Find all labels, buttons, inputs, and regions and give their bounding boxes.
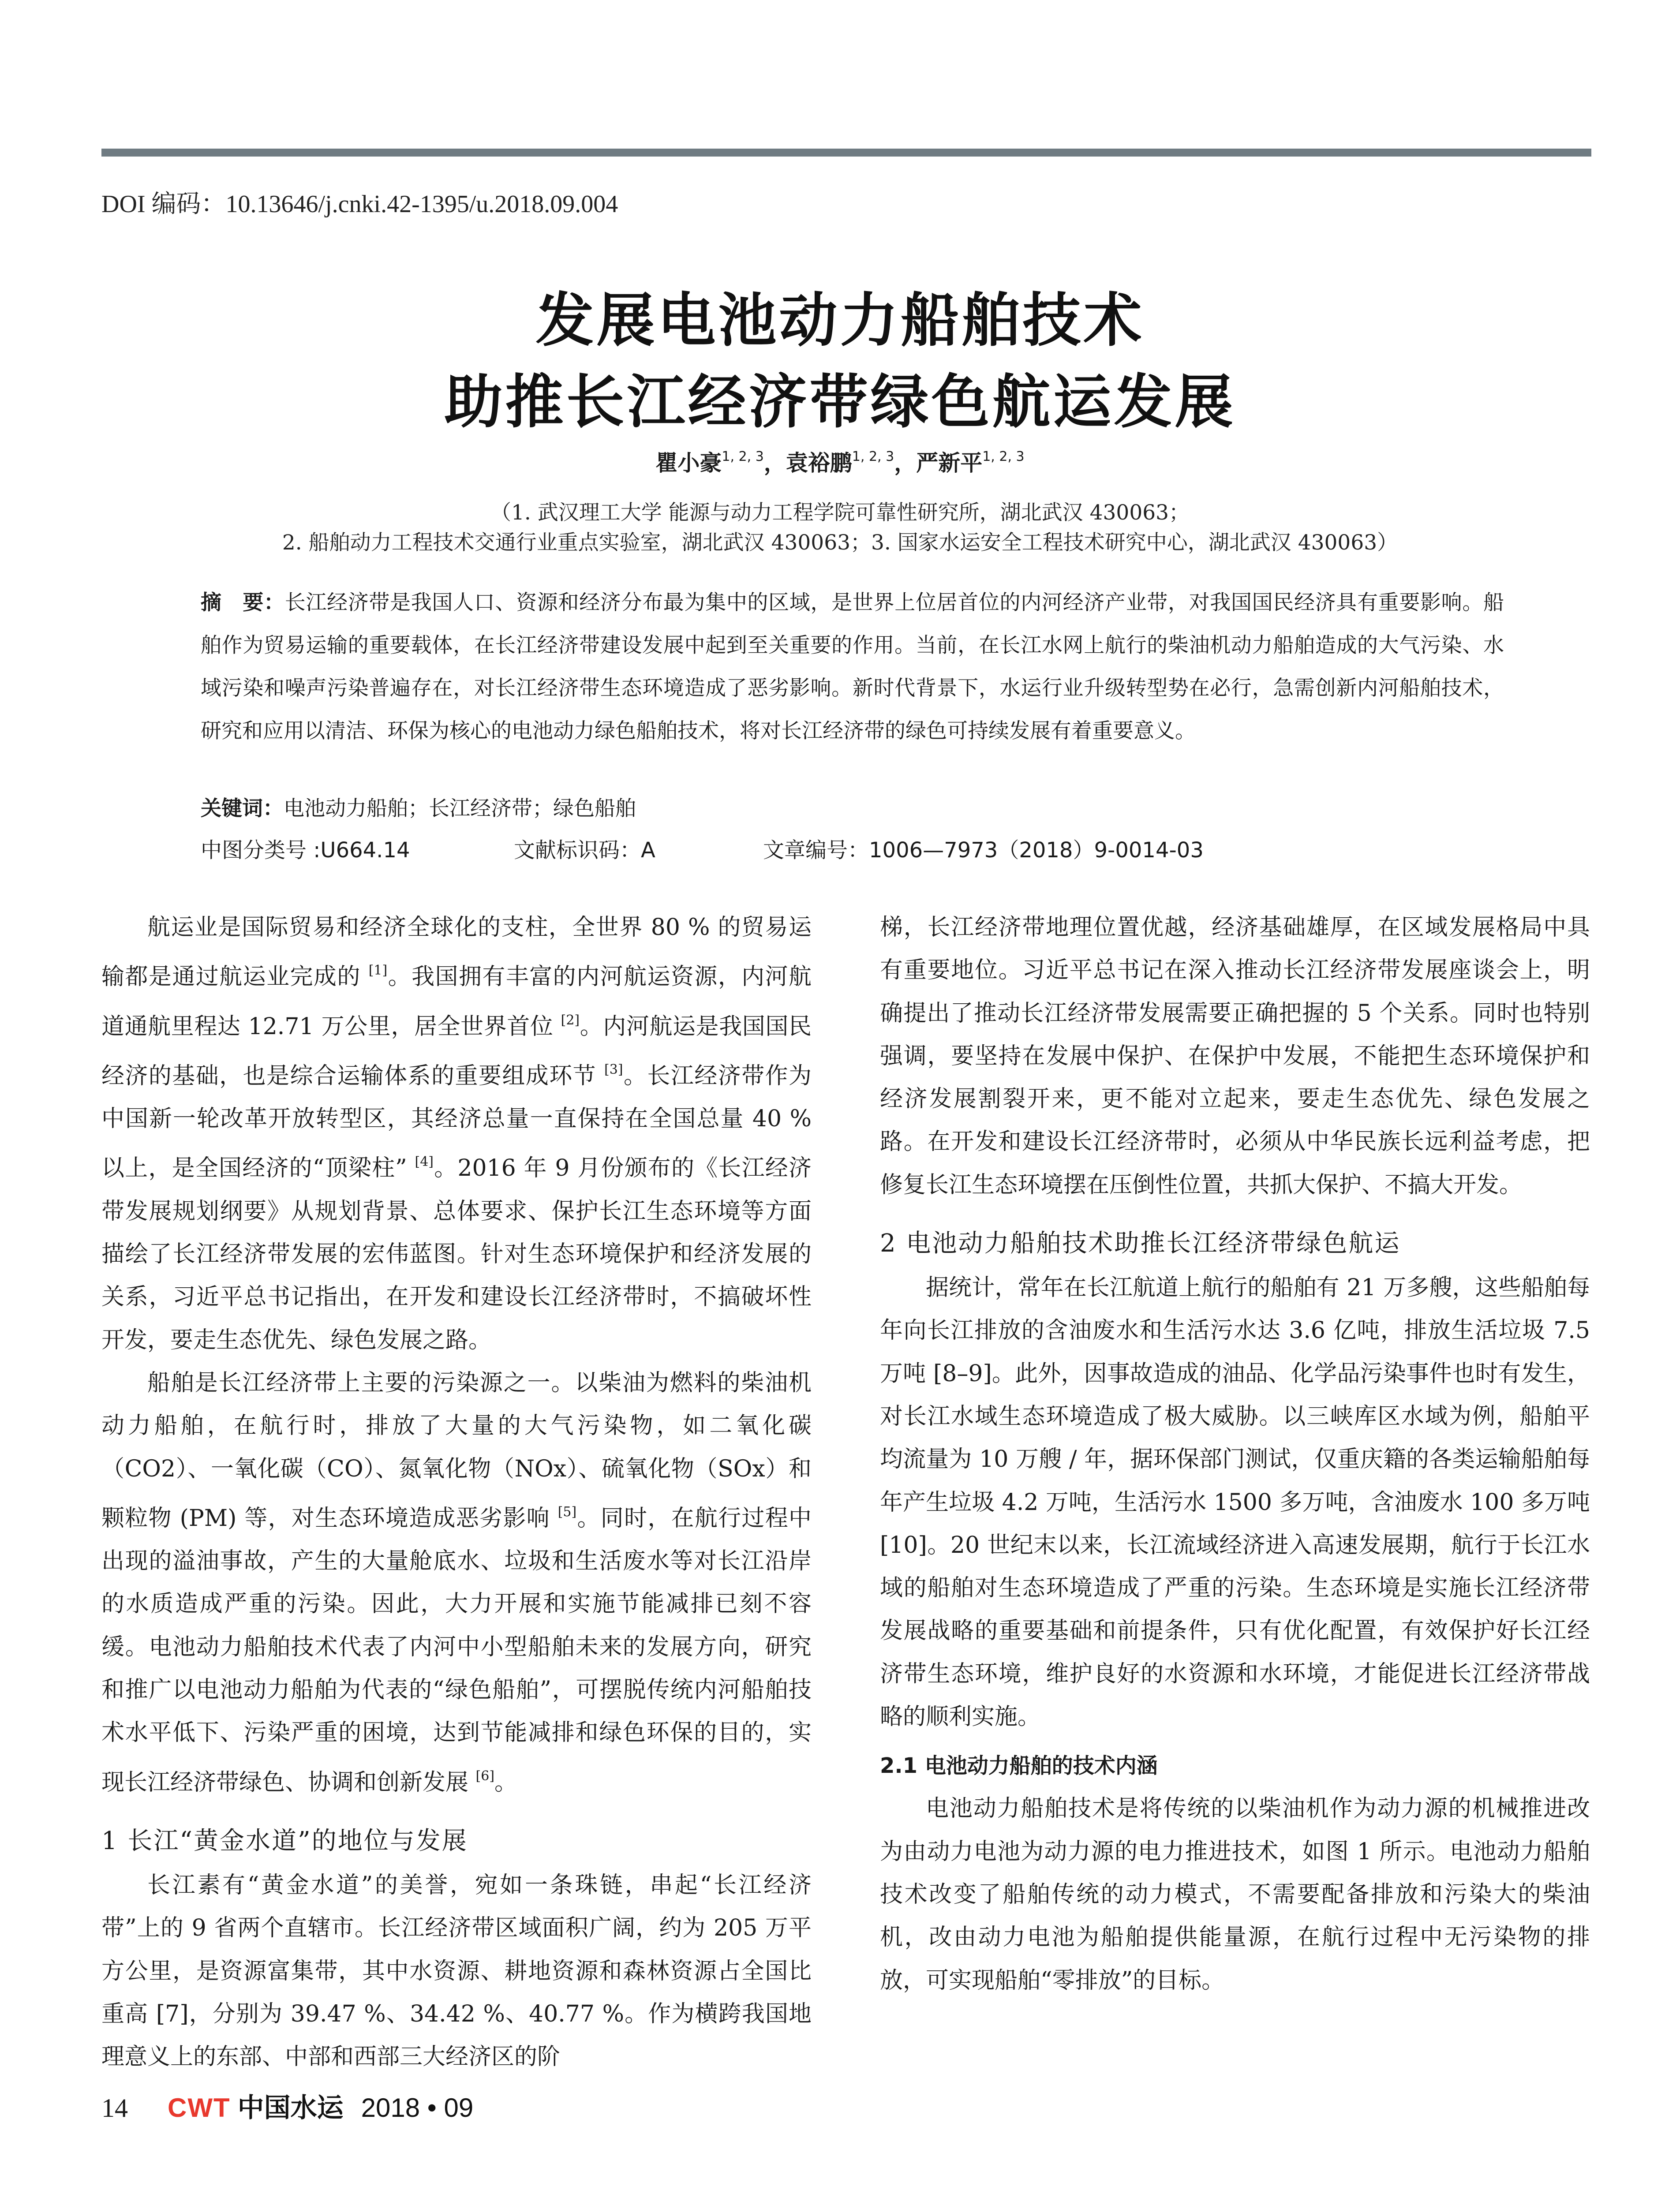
journal-name: 中国水运 [237,2093,344,2123]
paragraph-text: 。同时，在航行过程中出现的溢油事故，产生的大量舱底水、垃圾和生活废水等对长江沿岸的水质造成严重的污染。因此，大力开展和实施节能减排已刻不容缓。电池动力船舶技术代表了内河中小型船舶未来的发展方向，研究和推广以电池动力船舶为代表的“绿色船舶”，可摆脱传统内河船舶技术水平低下、污染严重的困境，达到节能减排和绿色环保的目的，实现长江经济带绿色、协调和创新发展 [101,1505,812,1796]
author-name: 瞿小豪 [655,450,722,476]
author-name: 严新平 [916,450,983,476]
issue-label: 2018 • 09 [361,2093,474,2123]
citation-ref: [4] [415,1154,434,1170]
subsection-heading-2-1: 2.1 电池动力船舶的技术内涵 [880,1753,1158,1779]
abstract-label: 摘 要： [201,590,285,615]
page-number: 14 [101,2093,128,2123]
body-paragraph: 长江素有“黄金水道”的美誉，宛如一条珠链，串起“长江经济带”上的 9 省两个直辖市。长江经济带区域面积广阔，约为 205 万平方公里，是资源富集带，其中水资源、耕地资源和森林资源占全国比重高 [7]，分别为 39.47 %、34.42 %、40.77 %。作为横跨我国地理意义上的东部、中部和西部三大经济区的阶 [101,1872,812,2070]
paragraph-text: 船舶是长江经济带上主要的污染源之一。以柴油为燃料的柴油机动力船舶，在航行时，排放了大量的大气污染物，如二氧化碳（CO2）、一氧化碳（CO）、氮氧化物（NOx）、硫氧化物（SOx）和颗粒物 (PM) 等，对生态环境造成恶劣影响 [101,1369,812,1532]
citation-ref: [3] [604,1061,623,1077]
document-code: 文献标识码：A [514,838,655,863]
author-affiliation-marker: 1, 2, 3 [852,449,894,464]
body-paragraph [101,906,812,1362]
body-column-left [101,906,812,2078]
paragraph-text: 。长江经济带作为中国新一轮改革开放转型区，其经济总量一直保持在全国总量 40 % 以上，是全国经济的“顶梁柱” [101,1062,812,1182]
citation-ref: [1] [368,963,388,979]
affiliation-line2: 2. 船舶动力工程技术交通行业重点实验室，湖北武汉 430063；3. 国家水运安全工程技术研究中心，湖北武汉 430063） [282,531,1398,555]
page-footer [101,2090,473,2126]
abstract-text: 长江经济带是我国人口、资源和经济分布最为集中的区域，是世界上位居首位的内河经济产业带，对我国国民经济具有重要影响。船舶作为贸易运输的重要载体，在长江经济带建设发展中起到至关重要的作用。当前，在长江水网上航行的柴油机动力船舶造成的大气污染、水域污染和噪声污染普遍存在，对长江经济带生态环境造成了恶劣影响。新时代背景下，水运行业升级转型势在必行，急需创新内河船舶技术，研究和应用以清洁、环保为核心的电池动力绿色船舶技术，将对长江经济带的绿色可持续发展有着重要意义。 [201,590,1504,743]
clc-number: 中图分类号 :U664.14 [201,838,410,863]
author-list [0,445,1680,477]
author-separator: ， [763,450,786,476]
journal-logo: CWT [168,2093,231,2123]
body-paragraph-continued: 梯，长江经济带地理位置优越，经济基础雄厚，在区域发展格局中具有重要地位。习近平总书记在深入推动长江经济带发展座谈会上，明确提出了推动长江经济带发展需要正确把握的 5 个关系。同时也特别强调，要坚持在发展中保护、在保护中发展，不能把生态环境保护和经济发展割裂开来，更不能对立起来，要走生态优先、绿色发展之路。在开发和建设长江经济带时，必须从中华民族长远利益考虑，把修复长江生态环境摆在压倒性位置，共抓大保护、不搞大开发。 [880,914,1590,1198]
section-heading-2: 2 电池动力船舶技术助推长江经济带绿色航运 [880,1229,1401,1258]
keywords-label: 关键词： [201,796,284,821]
affiliation-line1: （1. 武汉理工大学 能源与动力工程学院可靠性研究所，湖北武汉 430063； [490,501,1190,525]
keywords [201,787,636,830]
paragraph-text: 。我国拥有丰富的内河航运资源，内河航道通航里程达 12.71 万公里，居全世界首位 [101,964,812,1040]
paragraph-text: 航运业是国际贸易和经济全球化的支柱，全世界 80 % 的贸易运输都是通过航运业完成的 [101,914,812,990]
body-column-right [880,906,1590,2002]
author-separator: ， [894,450,917,476]
body-paragraph: 据统计，常年在长江航道上航行的船舶有 21 万多艘，这些船舶每年向长江排放的含油废水和生活污水达 3.6 亿吨，排放生活垃圾 7.5 万吨 [8–9]。此外，因事故造成的油品、化学品污染事件也时有发生，对长江水域生态环境造成了极大威胁。以三峡库区水域为例，船舶平均流量为 10 万艘 / 年，据环保部门测试，仅重庆籍的各类运输船舶每年产生垃圾 4.2 万吨，生活污水 1500 多万吨，含油废水 100 多万吨 [10]。20 世纪末以来，长江流域经济进入高速发展期，航行于长江水域的船舶对生态环境造成了严重的污染。生态环境是实施长江经济带发展战略的重要基础和前提条件，只有优化配置，有效保护好长江经济带生态环境，维护良好的水资源和水环境，才能促进长江经济带战略的顺利实施。 [880,1274,1590,1730]
abstract [201,581,1504,752]
citation-ref: [5] [558,1504,577,1520]
paragraph-text: 。 [494,1769,518,1796]
section-heading-1: 1 长江“黄金水道”的地位与发展 [101,1826,468,1855]
paragraph-text: 。2016 年 9 月份颁布的《长江经济带发展规划纲要》从规划背景、总体要求、保护长江生态环境等方面描绘了长江经济带发展的宏伟蓝图。针对生态环境保护和经济发展的关系，习近平总书记指出，在开发和建设长江经济带时，不搞破坏性开发，要走生态优先、绿色发展之路。 [101,1155,812,1353]
author-affiliation-marker: 1, 2, 3 [722,449,764,464]
keywords-text: 电池动力船舶；长江经济带；绿色船舶 [284,796,636,821]
citation-ref: [6] [475,1768,495,1784]
body-paragraph: 电池动力船舶技术是将传统的以柴油机作为动力源的机械推进改为由动力电池为动力源的电力推进技术，如图 1 所示。电池动力船舶技术改变了船舶传统的动力模式，不需要配备排放和污染大的柴油机，改由动力电池为船舶提供能量源，在航行过程中无污染物的排放，可实现船舶“零排放”的目标。 [880,1795,1590,1994]
paragraph-text: 。内河航运是我国国民经济的基础，也是综合运输体系的重要组成环节 [101,1013,812,1089]
body-paragraph [101,1362,812,1804]
citation-ref: [2] [561,1012,580,1028]
author-affiliation-marker: 1, 2, 3 [982,449,1025,464]
article-title-line2: 助推长江经济带绿色航运发展 [444,368,1236,436]
author-name: 袁裕鹏 [786,450,852,476]
doi-line: DOI 编码：10.13646/j.cnki.42-1395/u.2018.09.004 [101,191,618,218]
header-rule [101,149,1591,157]
article-number: 文章编号：1006—7973（2018）9-0014-03 [763,838,1204,863]
article-title-line1: 发展电池动力船舶技术 [535,287,1145,355]
